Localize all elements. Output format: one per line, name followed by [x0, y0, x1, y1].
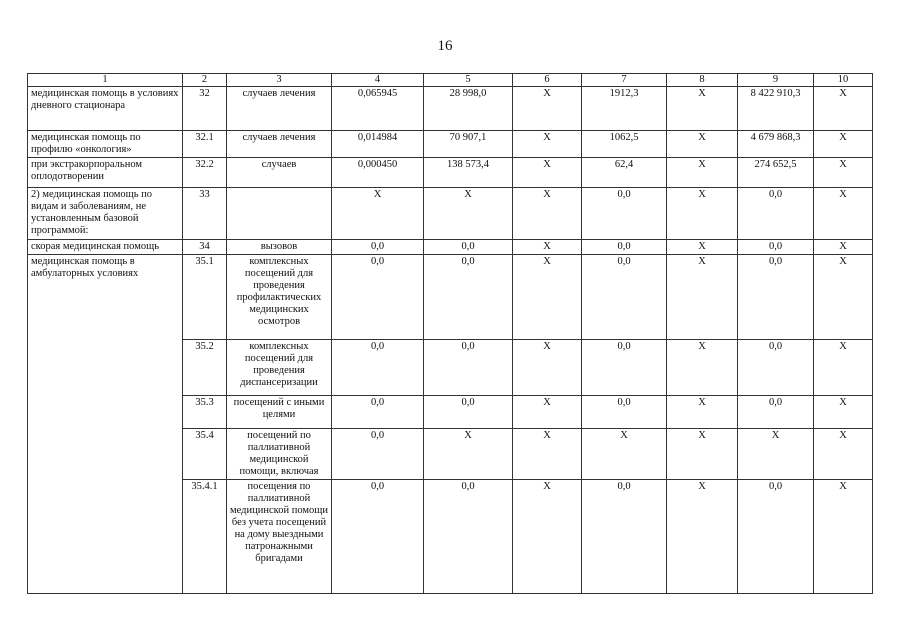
table-cell-col-8: X	[667, 255, 738, 340]
table-cell-col-9: 0,0	[738, 340, 814, 396]
data-table	[27, 73, 873, 594]
column-header-9: 9	[738, 74, 814, 87]
table-cell-col-9: 0,0	[738, 188, 814, 240]
table-cell-col-1: медицинская помощь в условиях дневного стационара	[28, 87, 183, 131]
table-cell-col-10: X	[814, 340, 873, 396]
table-cell-col-6: X	[513, 429, 582, 480]
table-cell-col-7: 0,0	[582, 340, 667, 396]
table-cell-col-9: 274 652,5	[738, 158, 814, 188]
table-cell-col-5: X	[424, 188, 513, 240]
table-cell-col-7: 0,0	[582, 480, 667, 594]
table-cell-col-10: X	[814, 429, 873, 480]
column-header-7: 7	[582, 74, 667, 87]
table-cell-col-1: скорая медицинская помощь	[28, 240, 183, 255]
table-cell-col-4: 0,0	[332, 429, 424, 480]
table-cell-col-9: 0,0	[738, 240, 814, 255]
table-cell-col-9: 0,0	[738, 480, 814, 594]
table-cell-col-5: 138 573,4	[424, 158, 513, 188]
table-cell-col-6: X	[513, 240, 582, 255]
table-cell-col-8: X	[667, 158, 738, 188]
table-cell-col-2: 32.2	[183, 158, 227, 188]
table-cell-col-3: посещений по паллиативной медицинской помощи, включая	[227, 429, 332, 480]
table-cell-col-4: 0,0	[332, 340, 424, 396]
table-cell-col-8: X	[667, 131, 738, 158]
table-cell-col-3: комплексных посещений для проведения профилактических медицинских осмотров	[227, 255, 332, 340]
table-cell-col-5: 70 907,1	[424, 131, 513, 158]
column-header-4: 4	[332, 74, 424, 87]
table-cell-col-10: X	[814, 188, 873, 240]
table-cell-col-2: 33	[183, 188, 227, 240]
page-number: 16	[437, 38, 453, 54]
table-cell-col-8: X	[667, 396, 738, 429]
table-cell-col-8: X	[667, 429, 738, 480]
table-cell-col-8: X	[667, 188, 738, 240]
column-header-2: 2	[183, 74, 227, 87]
table-row	[28, 131, 873, 158]
column-header-1: 1	[28, 74, 183, 87]
column-header-5: 5	[424, 74, 513, 87]
table-cell-col-7: 0,0	[582, 188, 667, 240]
table-cell-col-2: 35.4.1	[183, 480, 227, 594]
table-cell-col-10: X	[814, 87, 873, 131]
table-cell-col-4: X	[332, 188, 424, 240]
table-cell-col-3: вызовов	[227, 240, 332, 255]
table-cell-col-10: X	[814, 131, 873, 158]
table-cell-col-6: X	[513, 255, 582, 340]
table-cell-col-8: X	[667, 340, 738, 396]
table-cell-col-4: 0,0	[332, 255, 424, 340]
table-cell-col-5: X	[424, 429, 513, 480]
table-cell-col-2: 34	[183, 240, 227, 255]
table-row	[28, 188, 873, 240]
table-cell-col-2: 35.2	[183, 340, 227, 396]
column-header-8: 8	[667, 74, 738, 87]
table-cell-col-7: 1912,3	[582, 87, 667, 131]
table-cell-col-4: 0,014984	[332, 131, 424, 158]
table-cell-col-6: X	[513, 87, 582, 131]
column-header-3: 3	[227, 74, 332, 87]
table-cell-col-8: X	[667, 480, 738, 594]
table-cell-col-4: 0,0	[332, 480, 424, 594]
table-cell-col-7: X	[582, 429, 667, 480]
table-cell-col-4: 0,0	[332, 396, 424, 429]
table-cell-col-9: 0,0	[738, 255, 814, 340]
table-row	[28, 87, 873, 131]
table-cell-col-9: 0,0	[738, 396, 814, 429]
table-cell-col-9: 8 422 910,3	[738, 87, 814, 131]
table-cell-col-7: 62,4	[582, 158, 667, 188]
column-header-10: 10	[814, 74, 873, 87]
table-cell-col-6: X	[513, 396, 582, 429]
table-cell-col-6: X	[513, 131, 582, 158]
table-cell-col-9: X	[738, 429, 814, 480]
table-cell-col-6: X	[513, 158, 582, 188]
table-cell-col-8: X	[667, 87, 738, 131]
table-row	[28, 158, 873, 188]
table-cell-col-6: X	[513, 480, 582, 594]
table-cell-col-2: 32	[183, 87, 227, 131]
table-cell-col-1: 2) медицинская помощь по видам и заболеваниям, не установленным базовой программой:	[28, 188, 183, 240]
table-row	[28, 240, 873, 255]
table-body	[28, 87, 873, 594]
table-cell-col-1: при экстракорпоральном оплодотворении	[28, 158, 183, 188]
table-cell-col-10: X	[814, 158, 873, 188]
column-header-6: 6	[513, 74, 582, 87]
table-cell-col-6: X	[513, 188, 582, 240]
table-cell-col-7: 1062,5	[582, 131, 667, 158]
table-cell-col-2: 32.1	[183, 131, 227, 158]
table-cell-col-3: комплексных посещений для проведения диспансеризации	[227, 340, 332, 396]
table-cell-col-1: медицинская помощь по профилю «онкология»	[28, 131, 183, 158]
table-cell-col-2: 35.4	[183, 429, 227, 480]
table-cell-col-3: посещений с иными целями	[227, 396, 332, 429]
table-cell-col-7: 0,0	[582, 396, 667, 429]
table-cell-col-1: медицинская помощь в амбулаторных условиях	[28, 255, 183, 594]
table-cell-col-9: 4 679 868,3	[738, 131, 814, 158]
table-cell-col-5: 0,0	[424, 340, 513, 396]
table-cell-col-4: 0,065945	[332, 87, 424, 131]
table-cell-col-7: 0,0	[582, 255, 667, 340]
table-cell-col-10: X	[814, 255, 873, 340]
table-cell-col-5: 0,0	[424, 240, 513, 255]
table-cell-col-2: 35.3	[183, 396, 227, 429]
table-cell-col-2: 35.1	[183, 255, 227, 340]
table-cell-col-10: X	[814, 396, 873, 429]
table-cell-col-5: 0,0	[424, 255, 513, 340]
table-cell-col-4: 0,000450	[332, 158, 424, 188]
table-cell-col-3: посещения по паллиативной медицинской помощи без учета посещений на дому выездными патронажными бригадами	[227, 480, 332, 594]
table-cell-col-4: 0,0	[332, 240, 424, 255]
table-cell-col-3	[227, 188, 332, 240]
table-cell-col-5: 0,0	[424, 396, 513, 429]
table-cell-col-3: случаев лечения	[227, 87, 332, 131]
table-cell-col-6: X	[513, 340, 582, 396]
table-cell-col-10: X	[814, 240, 873, 255]
table-cell-col-5: 28 998,0	[424, 87, 513, 131]
table-cell-col-5: 0,0	[424, 480, 513, 594]
table-cell-col-3: случаев	[227, 158, 332, 188]
table-header	[28, 74, 873, 87]
table-row	[28, 255, 873, 340]
table-cell-col-3: случаев лечения	[227, 131, 332, 158]
table-cell-col-7: 0,0	[582, 240, 667, 255]
table-cell-col-8: X	[667, 240, 738, 255]
table-cell-col-10: X	[814, 480, 873, 594]
